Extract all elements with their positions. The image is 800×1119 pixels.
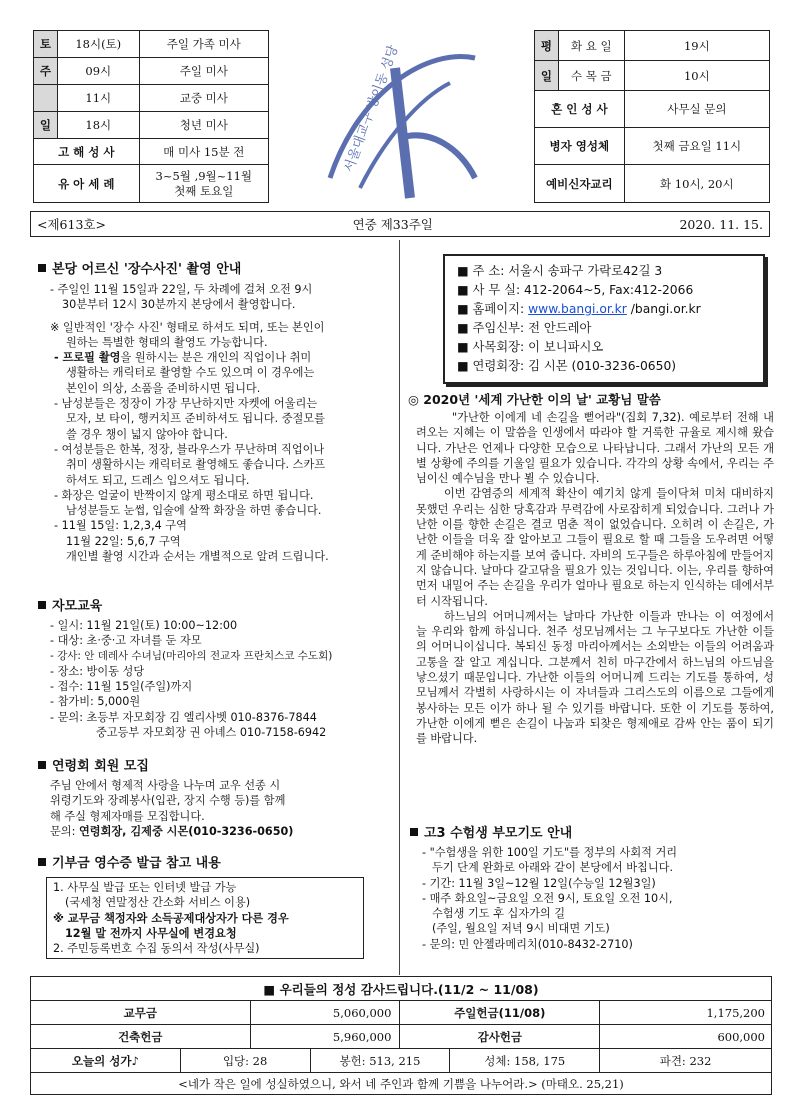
parents-section: 자모교육 - 일시: 11월 21일(토) 10:00~12:00 - 대상: 초·중·고 자녀를 둔 자모 - 강사: 안 데레사 수녀님(마리아의 전교자 프란치스코 수도회) - 장소: 방이동 성당 - 접수: 11월 15일(주일)까지 - 참가비: 5,000원 - 문의: 초등부 자모회장 김 엘리사벳 010-8376-7844 중고등부 자모회장 권 아녜스 010-7158-6942 — [38, 595, 394, 740]
baptism-label: 유 아 세 례 — [34, 165, 140, 203]
hymn-label: 오늘의 성가♪ — [31, 1049, 181, 1073]
issue-number: <제613호> — [37, 217, 106, 232]
square-bullet-icon — [410, 828, 418, 836]
square-bullet-icon — [38, 264, 46, 272]
parents-title: 자모교육 — [52, 599, 103, 614]
receipt-title: 기부금 영수증 발급 참고 내용 — [52, 856, 221, 871]
square-bullet-icon — [38, 858, 46, 866]
receipt-section — [38, 852, 394, 959]
exam-section: 고3 수험생 부모기도 안내 - "수험생을 위한 100일 기도"를 정부의 사회적 거리 두기 단계 완화로 아래와 같이 본당에서 바칩니다. - 기간: 11월 3일~12월 12일(수능일 12월3일) - 매주 화요일~금요일 오전 9시, 토요일 오전 10시, 수험생 기도 후 십자가의 길 (주일, 월요일 저녁 9시 비대면 기도) - 문의: 민 안젤라메리치(010-8432-2710) — [410, 822, 774, 952]
issue-date: 2020. 11. 15. — [679, 216, 763, 232]
legion-title: 연령회 회원 모집 — [52, 759, 149, 774]
legion-section: 연령회 회원 모집 주님 안에서 형제적 사랑을 나누며 교우 선종 시 위령기도와 장례봉사(입관, 장지 수행 등)를 함께 해 주실 형제자매를 모집합니다. 문의: 연령회장, 김제중 시몬(010-3236-0650) — [38, 755, 394, 839]
week-title: 연중 제33주일 — [352, 217, 433, 232]
homepage-link[interactable]: www.bangi.or.kr — [528, 302, 627, 316]
photo-title: 본당 어르신 '장수사진' 촬영 안내 — [52, 262, 242, 277]
logo-text: 서울대교구 방이동 성당 — [341, 43, 402, 175]
scripture-quote: <네가 작은 일에 성실하였으니, 와서 네 주인과 함께 기쁨을 나누어라.> (마태오. 25,21) — [31, 1073, 772, 1095]
thanks-title: ■ 우리들의 정성 감사드립니다.(11/2 ~ 11/08) — [30, 976, 772, 1000]
issue-header — [30, 211, 770, 237]
square-bullet-icon — [38, 761, 46, 769]
offering-table: 교무금 5,060,000 주일헌금(11/08) 1,175,200 건축헌금 5,960,000 감사헌금 600,000 오늘의 성가♪ 입당: 28 봉헌: 513, 215 성체: 158, 175 파견: 232 <네가 작은 일에 성실하였으니, 와서 네 주인과 함께 기쁨을 나누어라.> (마태오. 25,21) — [30, 1000, 772, 1095]
sacrament-table: 평 화 요 일 19시 일 수 목 금 10시 혼 인 성 사 사무실 문의 병자 영성체 첫째 금요일 11시 예비신자교리 화 10시, 20시 — [534, 30, 770, 203]
day-label: 주 — [34, 58, 58, 85]
poor-day-section: ◎ 2020년 '세계 가난한 이의 날' 교황님 말씀 "가난한 이에게 네 손길을 뻗어라"(집회 7,32). 예로부터 전해 내려오는 지혜는 이 말씀을 인생에서 따라야 할 거룩한 규율로 제시해 왔습니다. 가난은 언제나 다양한 모습으로 나타납니다. 그래서 가난의 모든 개별 상황에 주의를 기울일 필요가 있습니다. 각각의 상황 속에서, 우리는 주님이신 예수님을 만나 뵐 수 있습니다. 이번 감염증의 세계적 확산이 예기치 않게 들이닥쳐 미처 대비하지 못했던 우리는 심한 당혹감과 무력감에 사로잡히게 되었습니다. 그러나 가난한 이를 향한 손길은 결코 멈춘 적이 없었습니다. 오히려 이 손길은, 가난한 이들을 더욱 잘 알아보고 그들이 필요로 할 때 그들을 도우려면 어떻게 준비해야 하는지를 보여 줍니다. 자비의 도구들은 하루아침에 만들어지지 않습니다. 날마다 갈고닦을 필요가 있는 것입니다. 이는, 우리를 향하여 먼저 내밀어 주는 손길을 우리가 얼마나 필요로 하는지 인식하는 데에서부터 시작됩니다. 하느님의 어머니께서는 날마다 가난한 이들과 만나는 이 여정에서 늘 우리와 함께 하십니다. 천주 성모님께서는 그 누구보다도 가난한 이들의 어머니이십니다. 복되신 동정 마리아께서는 소외받는 이들의 어려움과 고통을 잘 알고 계십니다. 그분께서 친히 마구간에서 하느님의 아드님을 낳으셨기 때문입니다. 가난한 이들의 어머니께 드리는 기도를 통하여, 성모님께서 각별히 사랑하시는 이 자녀들과 그리스도의 이름으로 그들에게 봉사하는 모든 이가 하나 될 수 있기를 바랍니다. 또한 이 기도를 통하여, 가난한 이에게 뻗은 손길이 나눔과 되찾은 형제애로 감싸 안는 품이 되기를 바랍니다. — [408, 392, 774, 746]
mass-schedule-table: 토 18시(토) 주일 가족 미사 주 09시 주일 미사 11시 교중 미사 일 18시 청년 미사 고 해 성 사 매 미사 15분 전 유 아 세 례 3~5월 ,9월~11월 첫째 토요일 — [33, 30, 269, 203]
confession-label: 고 해 성 사 — [34, 139, 140, 165]
square-bullet-icon — [38, 601, 46, 609]
exam-title: 고3 수험생 부모기도 안내 — [424, 826, 573, 841]
day-label: 토 — [34, 31, 58, 58]
contact-box: ■ 주 소: 서울시 송파구 가락로42길 3 ■ 사 무 실: 412-2064~5, Fax:412-2066 ■ 홈페이지: www.bangi.or.kr /bangi.or.kr ■ 주임신부: 전 안드레아 ■ 사목회장: 이 보니파시오 ■ 연령회장: 김 시몬 (010-3236-0650) — [443, 254, 765, 384]
column-divider — [399, 240, 400, 975]
receipt-box: 1. 사무실 발급 또는 인터넷 발급 가능 (국세청 연말정산 간소화 서비스 이용) ※ 교무금 책정자와 소득공제대상자가 다른 경우 12월 말 전까지 사무실에 변경요청 2. 주민등록번호 수집 동의서 작성(사무실) — [46, 877, 364, 959]
poor-day-title: ◎ 2020년 '세계 가난한 이의 날' 교황님 말씀 — [408, 392, 661, 407]
photo-section: 본당 어르신 '장수사진' 촬영 안내 - 주일인 11월 15일과 22일, 두 차례에 걸쳐 오전 9시 30분부터 12시 30분까지 본당에서 촬영합니다. ※ 일반적인 '장수 사진' 형태로 하셔도 되며, 또는 본인이 원하는 특별한 형태의 촬영도 가능합니다. - 프로필 촬영을 원하시는 분은 개인의 직업이나 취미 생활하는 캐릭터로 촬영할 수도 있으며 이 경우에는 본인이 의상, 소품을 준비하시면 됩니다. - 남성분들은 정장이 가장 무난하지만 자켓에 어울리는 모자, 보 타이, 행커치프 준비하셔도 됩니다. 중절모를 쓸 경우 챙이 넓지 않아야 합니다. - 여성분들은 한복, 정장, 블라우스가 무난하며 직업이나 취미 생활하시는 캐릭터로 촬영해도 좋습니다. 스카프 하셔도 되고, 드레스 입으셔도 됩니다. - 화장은 얼굴이 반짝이지 않게 평소대로 하면 됩니다. 남성분들도 눈썹, 입술에 살짝 화장을 하면 좋습니다. - 11월 15일: 1,2,3,4 구역 11월 22일: 5,6,7 구역 개인별 촬영 시간과 순서는 개별적으로 알려 드립니다. — [38, 258, 394, 564]
parish-logo — [300, 28, 490, 208]
